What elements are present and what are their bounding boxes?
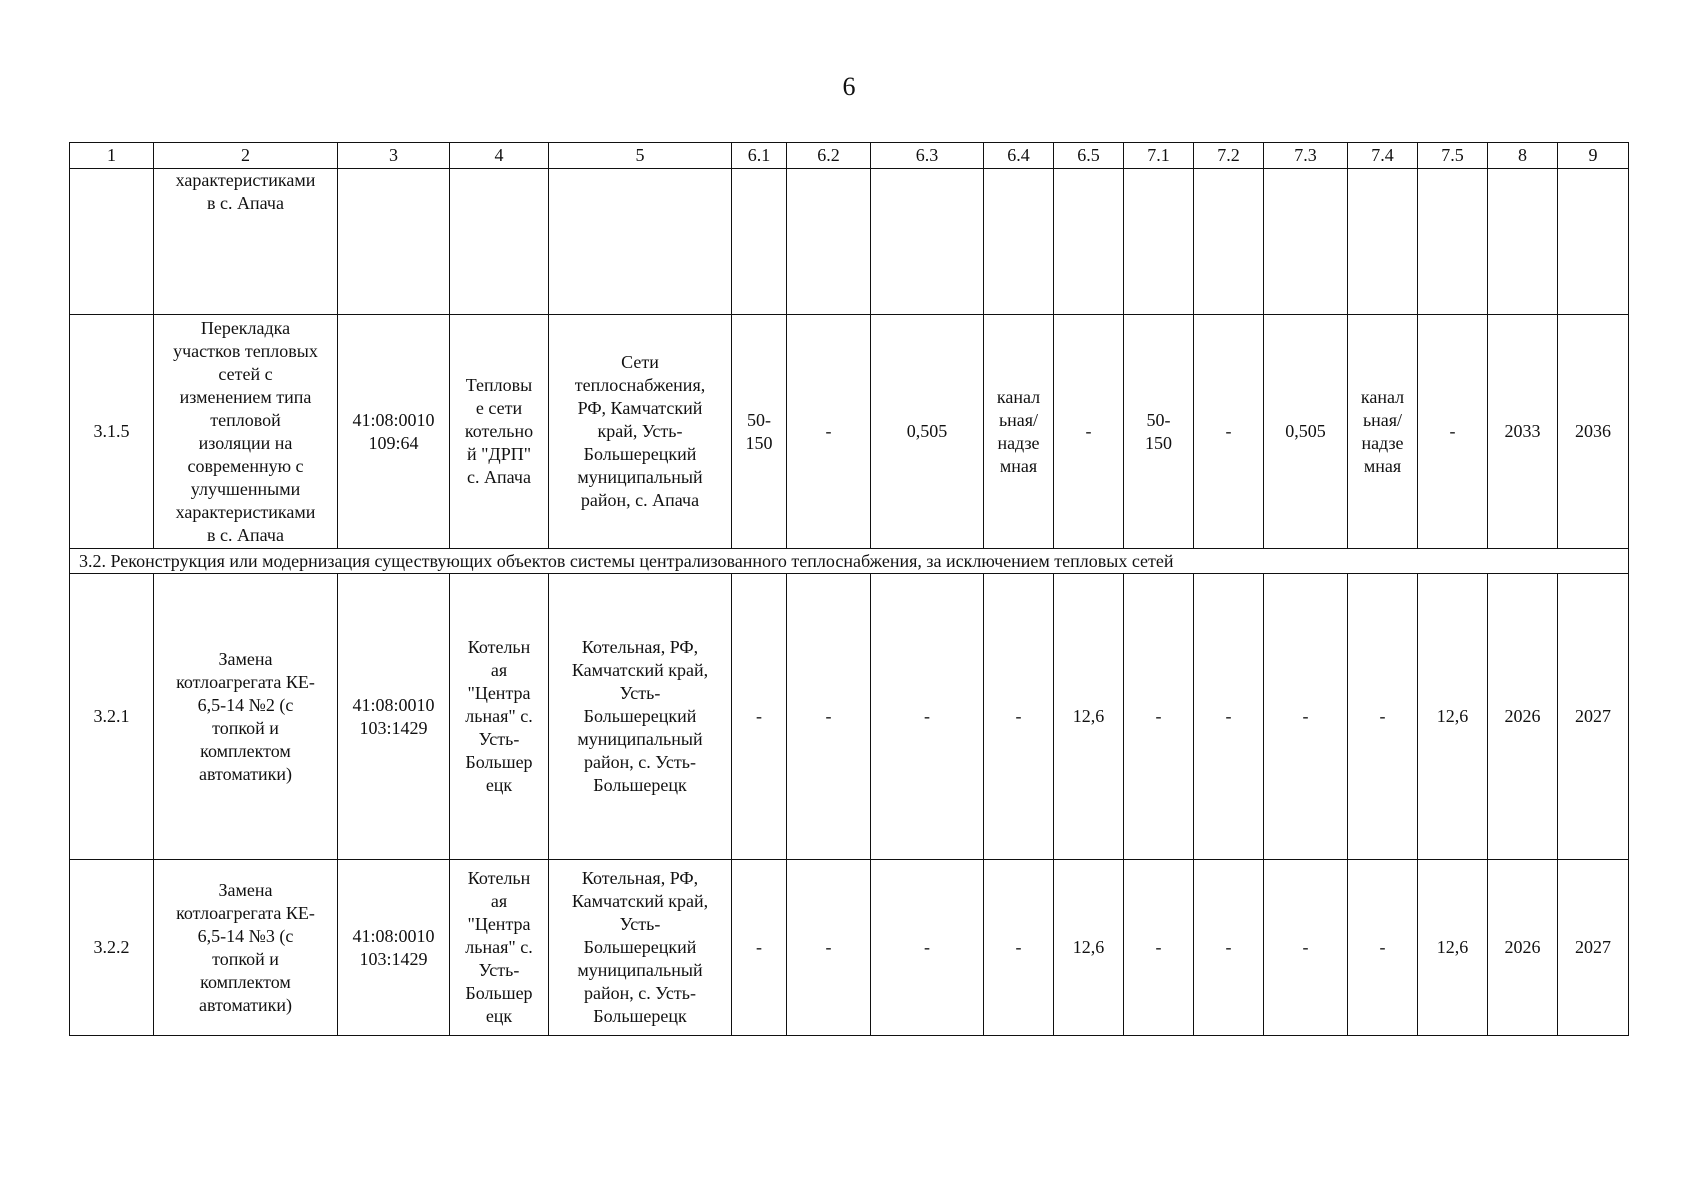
table-cell	[984, 169, 1054, 315]
table-cell-7-3: -	[1264, 860, 1348, 1036]
section-heading: 3.2. Реконструкция или модернизация существующих объектов системы централизованного теплоснабжения, за исключением тепловых сетей	[70, 549, 1629, 574]
table-cell-7-3: 0,505	[1264, 315, 1348, 549]
table-cell	[1558, 169, 1629, 315]
table-cell-6-4: -	[984, 860, 1054, 1036]
table-cell-6-2: -	[787, 860, 871, 1036]
table-cell	[338, 169, 450, 315]
table-header-row	[70, 143, 1629, 169]
table-cell-6-4: -	[984, 574, 1054, 860]
table-cell-6-1: -	[732, 860, 787, 1036]
table-cell-6-5: -	[1054, 315, 1124, 549]
header-cell: 7.3	[1264, 143, 1348, 169]
table-cell-name: Перекладка участков тепловых сетей с изменением типа тепловой изоляции на современную с улучшенными характеристиками в с. Апача	[154, 315, 338, 549]
table-cell	[1488, 169, 1558, 315]
header-cell: 3	[338, 143, 450, 169]
table-cell-6-4: канал ьная/ надзе мная	[984, 315, 1054, 549]
table-cell	[1264, 169, 1348, 315]
table-row-3-2-1	[70, 574, 1629, 860]
table-cell-7-5: 12,6	[1418, 574, 1488, 860]
table-cell-location: Котельная, РФ, Камчатский край, Усть- Большерецкий муниципальный район, с. Усть- Большерецк	[549, 860, 732, 1036]
table-cell-6-3: -	[871, 574, 984, 860]
header-cell: 6.5	[1054, 143, 1124, 169]
table-cell-7-1: -	[1124, 574, 1194, 860]
table-cell	[732, 169, 787, 315]
table-cell	[450, 169, 549, 315]
table-cell-6-3: 0,505	[871, 315, 984, 549]
table-cell-6-2: -	[787, 315, 871, 549]
table-cell-number: 3.2.1	[70, 574, 154, 860]
header-cell: 7.5	[1418, 143, 1488, 169]
header-cell: 7.2	[1194, 143, 1264, 169]
table-cell-name: Замена котлоагрегата КЕ- 6,5-14 №3 (с топкой и комплектом автоматики)	[154, 860, 338, 1036]
table-cell	[871, 169, 984, 315]
table-cell	[787, 169, 871, 315]
table-cell-cadastral: 41:08:0010 103:1429	[338, 574, 450, 860]
table-cell-6-2: -	[787, 574, 871, 860]
header-cell: 8	[1488, 143, 1558, 169]
table-cell-cadastral: 41:08:0010 109:64	[338, 315, 450, 549]
table-row-3-1-5	[70, 315, 1629, 549]
table-cell-7-3: -	[1264, 574, 1348, 860]
table-cell	[1348, 169, 1418, 315]
table-cell	[1054, 169, 1124, 315]
table-cell-7-2: -	[1194, 574, 1264, 860]
header-cell: 2	[154, 143, 338, 169]
table-cell-7-5: 12,6	[1418, 860, 1488, 1036]
table-cell-year-start: 2026	[1488, 860, 1558, 1036]
table-cell	[1418, 169, 1488, 315]
table-cell-year-start: 2033	[1488, 315, 1558, 549]
investment-table	[69, 142, 1629, 1036]
header-cell: 6.3	[871, 143, 984, 169]
table-cell-6-5: 12,6	[1054, 574, 1124, 860]
table-cell-object: Тепловы е сети котельно й "ДРП" с. Апача	[450, 315, 549, 549]
table-cell-7-2: -	[1194, 860, 1264, 1036]
header-cell: 1	[70, 143, 154, 169]
table-cell-6-5: 12,6	[1054, 860, 1124, 1036]
table-cell	[1124, 169, 1194, 315]
table-cell-year-start: 2026	[1488, 574, 1558, 860]
table-cell-year-end: 2027	[1558, 860, 1629, 1036]
page-number: 6	[842, 72, 856, 101]
header-cell: 4	[450, 143, 549, 169]
table-cell-6-1: -	[732, 574, 787, 860]
table-cell-number: 3.1.5	[70, 315, 154, 549]
header-cell: 6.2	[787, 143, 871, 169]
table-cell-location: Котельная, РФ, Камчатский край, Усть- Большерецкий муниципальный район, с. Усть- Большерецк	[549, 574, 732, 860]
table-cell-7-1: -	[1124, 860, 1194, 1036]
table-row-continuation	[70, 169, 1629, 315]
table-row-3-2-2	[70, 860, 1629, 1036]
table-cell-year-end: 2036	[1558, 315, 1629, 549]
header-cell: 7.4	[1348, 143, 1418, 169]
table-cell-7-5: -	[1418, 315, 1488, 549]
table-cell-6-1: 50- 150	[732, 315, 787, 549]
table-cell	[1194, 169, 1264, 315]
header-cell: 5	[549, 143, 732, 169]
table-cell-number: 3.2.2	[70, 860, 154, 1036]
table-cell-7-4: канал ьная/ надзе мная	[1348, 315, 1418, 549]
header-cell: 7.1	[1124, 143, 1194, 169]
table-cell-name: характеристиками в с. Апача	[154, 169, 338, 315]
table-cell-object: Котельн ая "Центра льная" с. Усть- Большер ецк	[450, 574, 549, 860]
table-cell-name: Замена котлоагрегата КЕ- 6,5-14 №2 (с топкой и комплектом автоматики)	[154, 574, 338, 860]
table-cell-location: Сети теплоснабжения, РФ, Камчатский край, Усть- Большерецкий муниципальный район, с. Апача	[549, 315, 732, 549]
table-cell	[70, 169, 154, 315]
header-cell: 6.1	[732, 143, 787, 169]
table-cell-7-1: 50- 150	[1124, 315, 1194, 549]
table-cell-6-3: -	[871, 860, 984, 1036]
table-cell-7-2: -	[1194, 315, 1264, 549]
header-cell: 6.4	[984, 143, 1054, 169]
header-cell: 9	[1558, 143, 1629, 169]
table-cell	[549, 169, 732, 315]
table-cell-7-4: -	[1348, 574, 1418, 860]
table-cell-cadastral: 41:08:0010 103:1429	[338, 860, 450, 1036]
table-cell-object: Котельн ая "Центра льная" с. Усть- Большер ецк	[450, 860, 549, 1036]
table-cell-year-end: 2027	[1558, 574, 1629, 860]
table-cell-7-4: -	[1348, 860, 1418, 1036]
table-section-row-3-2	[70, 549, 1629, 574]
